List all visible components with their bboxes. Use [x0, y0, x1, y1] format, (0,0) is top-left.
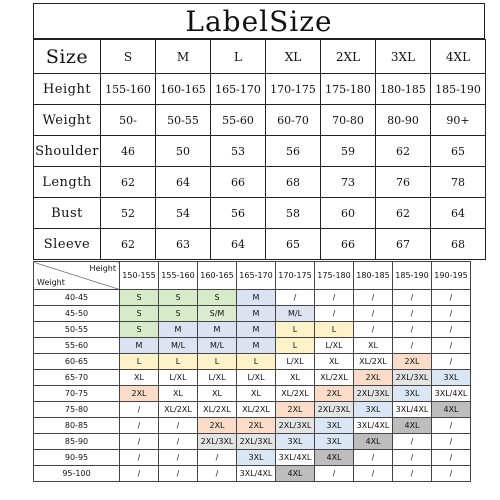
size-value-cell: 80-90 — [376, 105, 431, 136]
weight-label-cell: 80-85 — [34, 418, 120, 434]
size-value-cell: 175-180 — [321, 74, 376, 105]
size-value-cell: 68 — [266, 167, 321, 198]
size-recommendation-cell: / — [120, 418, 159, 434]
size-value-cell: 59 — [321, 136, 376, 167]
size-value-cell: 62 — [376, 136, 431, 167]
weight-row — [34, 322, 471, 338]
corner-cell — [34, 262, 120, 290]
weight-row — [34, 434, 471, 450]
size-value-cell: 64 — [211, 229, 266, 260]
size-value-cell: 56 — [211, 198, 266, 229]
weight-label-cell: 70-75 — [34, 386, 120, 402]
size-recommendation-cell: XL/2XL — [315, 370, 354, 386]
size-recommendation-cell: 4XL — [354, 434, 393, 450]
size-recommendation-cell: 3XL — [315, 418, 354, 434]
height-header-cell: 170-175 — [276, 262, 315, 290]
weight-row — [34, 290, 471, 306]
size-recommendation-cell: 4XL — [432, 402, 471, 418]
size-recommendation-cell: / — [393, 450, 432, 466]
size-recommendation-cell: / — [315, 466, 354, 482]
size-recommendation-cell: / — [432, 322, 471, 338]
size-value-cell: 66 — [321, 229, 376, 260]
size-recommendation-cell: S/M — [198, 306, 237, 322]
size-header-row — [34, 40, 486, 74]
size-recommendation-cell: / — [354, 322, 393, 338]
size-recommendation-cell: 3XL — [354, 402, 393, 418]
size-recommendation-cell: M/L — [276, 306, 315, 322]
height-header-cell: 180-185 — [354, 262, 393, 290]
height-header-cell: 185-190 — [393, 262, 432, 290]
size-recommendation-cell: XL/2XL — [354, 354, 393, 370]
size-recommendation-cell: L — [198, 354, 237, 370]
size-value-cell: 52 — [101, 198, 156, 229]
size-recommendation-cell: 2XL — [198, 418, 237, 434]
size-recommendation-cell: 4XL — [315, 450, 354, 466]
size-recommendation-cell: / — [393, 290, 432, 306]
size-recommendation-cell: 2XL/3XL — [237, 434, 276, 450]
size-recommendation-cell: 2XL/3XL — [276, 418, 315, 434]
size-recommendation-cell: M — [159, 322, 198, 338]
size-recommendation-cell: M/L — [198, 338, 237, 354]
size-recommendation-cell: 2XL — [354, 370, 393, 386]
size-recommendation-cell: / — [432, 306, 471, 322]
size-recommendation-cell: XL — [315, 354, 354, 370]
size-row-label: Weight — [34, 105, 101, 136]
size-header-label: Size — [34, 40, 101, 74]
height-header-cell: 155-160 — [159, 262, 198, 290]
size-recommendation-cell: / — [315, 290, 354, 306]
size-value-cell: 60 — [321, 198, 376, 229]
size-row-label: Sleeve — [34, 229, 101, 260]
size-recommendation-cell: XL/2XL — [159, 402, 198, 418]
size-recommendation-cell: M — [237, 290, 276, 306]
weight-label-cell: 55-60 — [34, 338, 120, 354]
corner-height-label: Height — [89, 264, 116, 273]
size-header-cell: S — [101, 40, 156, 74]
size-recommendation-cell: XL — [159, 386, 198, 402]
weight-label-cell: 75-80 — [34, 402, 120, 418]
size-recommendation-cell: M — [198, 322, 237, 338]
size-recommendation-cell: M/L — [159, 338, 198, 354]
size-recommendation-cell: 2XL — [393, 354, 432, 370]
weight-header-row — [34, 262, 471, 290]
size-recommendation-cell: M — [237, 306, 276, 322]
size-recommendation-cell: 3XL/4XL — [354, 418, 393, 434]
page-title: LabelSize — [33, 3, 485, 39]
size-recommendation-cell: / — [354, 450, 393, 466]
size-value-cell: 50-55 — [156, 105, 211, 136]
size-value-cell: 64 — [156, 167, 211, 198]
size-recommendation-cell: S — [120, 290, 159, 306]
weight-label-cell: 60-65 — [34, 354, 120, 370]
size-value-cell: 56 — [266, 136, 321, 167]
size-recommendation-cell: / — [276, 290, 315, 306]
size-recommendation-cell: XL/2XL — [276, 386, 315, 402]
size-recommendation-cell: 3XL/4XL — [432, 386, 471, 402]
size-recommendation-cell: L — [120, 354, 159, 370]
size-recommendation-cell: S — [159, 306, 198, 322]
size-value-cell: 55-60 — [211, 105, 266, 136]
size-recommendation-cell: S — [159, 290, 198, 306]
size-value-cell: 62 — [101, 167, 156, 198]
size-recommendation-cell: / — [120, 466, 159, 482]
size-recommendation-cell: XL — [120, 370, 159, 386]
size-recommendation-cell: L/XL — [159, 370, 198, 386]
size-value-cell: 76 — [376, 167, 431, 198]
size-recommendation-cell: 3XL — [393, 386, 432, 402]
size-recommendation-cell: XL/2XL — [198, 402, 237, 418]
size-recommendation-cell: M — [120, 338, 159, 354]
size-recommendation-cell: XL — [237, 386, 276, 402]
weight-row — [34, 418, 471, 434]
size-row-label: Length — [34, 167, 101, 198]
size-recommendation-cell: L/XL — [198, 370, 237, 386]
size-recommendation-cell: L/XL — [237, 370, 276, 386]
weight-row — [34, 386, 471, 402]
size-value-cell: 160-165 — [156, 74, 211, 105]
size-recommendation-cell: 3XL/4XL — [393, 402, 432, 418]
size-recommendation-cell: / — [159, 418, 198, 434]
size-recommendation-cell: M — [237, 322, 276, 338]
size-recommendation-cell: / — [393, 466, 432, 482]
size-recommendation-cell: L — [276, 338, 315, 354]
size-value-cell: 62 — [101, 229, 156, 260]
weight-row — [34, 466, 471, 482]
size-recommendation-cell: / — [432, 434, 471, 450]
size-recommendation-cell: / — [315, 306, 354, 322]
size-value-cell: 46 — [101, 136, 156, 167]
size-recommendation-cell: 2XL/3XL — [315, 402, 354, 418]
size-recommendation-cell: / — [159, 466, 198, 482]
weight-row — [34, 354, 471, 370]
weight-row — [34, 450, 471, 466]
size-value-cell: 65 — [431, 136, 486, 167]
size-recommendation-cell: 2XL/3XL — [393, 370, 432, 386]
height-header-cell: 175-180 — [315, 262, 354, 290]
size-value-cell: 67 — [376, 229, 431, 260]
size-header-cell: L — [211, 40, 266, 74]
size-row-label: Bust — [34, 198, 101, 229]
size-recommendation-cell: 2XL/3XL — [198, 434, 237, 450]
size-chart-table — [33, 39, 486, 260]
height-header-cell: 160-165 — [198, 262, 237, 290]
corner-weight-label: Weight — [37, 278, 65, 287]
size-recommendation-cell: L/XL — [315, 338, 354, 354]
size-recommendation-cell: / — [198, 450, 237, 466]
size-recommendation-cell: / — [120, 402, 159, 418]
size-value-cell: 50- — [101, 105, 156, 136]
size-recommendation-cell: / — [432, 354, 471, 370]
size-value-cell: 54 — [156, 198, 211, 229]
size-value-cell: 180-185 — [376, 74, 431, 105]
size-recommendation-cell: / — [159, 434, 198, 450]
height-header-cell: 150-155 — [120, 262, 159, 290]
size-value-cell: 53 — [211, 136, 266, 167]
size-value-cell: 165-170 — [211, 74, 266, 105]
weight-row — [34, 306, 471, 322]
size-row — [34, 167, 486, 198]
size-value-cell: 63 — [156, 229, 211, 260]
size-recommendation-cell: S — [120, 322, 159, 338]
size-recommendation-cell: / — [393, 322, 432, 338]
size-recommendation-cell: XL/2XL — [237, 402, 276, 418]
size-recommendation-cell: L — [237, 354, 276, 370]
size-recommendation-cell: 4XL — [276, 466, 315, 482]
size-recommendation-cell: XL — [198, 386, 237, 402]
size-value-cell: 78 — [431, 167, 486, 198]
size-row — [34, 105, 486, 136]
size-recommendation-cell: L — [276, 322, 315, 338]
weight-label-cell: 45-50 — [34, 306, 120, 322]
weight-row — [34, 370, 471, 386]
size-value-cell: 185-190 — [431, 74, 486, 105]
size-value-cell: 170-175 — [266, 74, 321, 105]
size-recommendation-cell: / — [432, 450, 471, 466]
size-recommendation-cell: / — [432, 418, 471, 434]
size-recommendation-cell: / — [393, 306, 432, 322]
size-row-label: Shoulder — [34, 136, 101, 167]
size-recommendation-cell: S — [120, 306, 159, 322]
size-recommendation-cell: 2XL — [276, 402, 315, 418]
size-value-cell: 62 — [376, 198, 431, 229]
size-value-cell: 60-70 — [266, 105, 321, 136]
size-recommendation-cell: 3XL/4XL — [276, 450, 315, 466]
size-recommendation-cell: / — [159, 450, 198, 466]
size-recommendation-cell: 4XL — [393, 418, 432, 434]
size-recommendation-cell: / — [198, 466, 237, 482]
weight-height-table — [33, 261, 471, 482]
size-recommendation-cell: L — [315, 322, 354, 338]
size-recommendation-cell: / — [432, 338, 471, 354]
weight-row — [34, 402, 471, 418]
size-recommendation-cell: / — [432, 290, 471, 306]
size-header-cell: M — [156, 40, 211, 74]
size-value-cell: 65 — [266, 229, 321, 260]
size-value-cell: 58 — [266, 198, 321, 229]
size-header-cell: 4XL — [431, 40, 486, 74]
size-value-cell: 68 — [431, 229, 486, 260]
size-recommendation-cell: 3XL — [237, 450, 276, 466]
size-recommendation-cell: L/XL — [276, 354, 315, 370]
size-recommendation-cell: / — [432, 466, 471, 482]
size-header-cell: XL — [266, 40, 321, 74]
height-header-cell: 165-170 — [237, 262, 276, 290]
size-recommendation-cell: 3XL — [315, 434, 354, 450]
size-value-cell: 70-80 — [321, 105, 376, 136]
size-recommendation-cell: / — [120, 450, 159, 466]
size-value-cell: 90+ — [431, 105, 486, 136]
size-value-cell: 66 — [211, 167, 266, 198]
size-recommendation-cell: / — [393, 434, 432, 450]
weight-label-cell: 90-95 — [34, 450, 120, 466]
size-recommendation-cell: / — [120, 434, 159, 450]
size-recommendation-cell: 2XL/3XL — [354, 386, 393, 402]
height-header-cell: 190-195 — [432, 262, 471, 290]
size-recommendation-cell: 3XL — [276, 434, 315, 450]
size-header-cell: 3XL — [376, 40, 431, 74]
size-value-cell: 73 — [321, 167, 376, 198]
size-recommendation-cell: 2XL — [237, 418, 276, 434]
size-recommendation-cell: M — [237, 338, 276, 354]
size-row — [34, 136, 486, 167]
size-recommendation-cell: 3XL/4XL — [237, 466, 276, 482]
size-header-cell: 2XL — [321, 40, 376, 74]
size-recommendation-cell: / — [354, 466, 393, 482]
size-recommendation-cell: XL — [354, 338, 393, 354]
weight-label-cell: 85-90 — [34, 434, 120, 450]
size-value-cell: 50 — [156, 136, 211, 167]
size-recommendation-cell: 2XL — [120, 386, 159, 402]
size-recommendation-cell: / — [354, 306, 393, 322]
size-recommendation-cell: L — [159, 354, 198, 370]
weight-label-cell: 50-55 — [34, 322, 120, 338]
size-recommendation-cell: / — [354, 290, 393, 306]
weight-label-cell: 95-100 — [34, 466, 120, 482]
size-recommendation-cell: / — [393, 338, 432, 354]
weight-label-cell: 65-70 — [34, 370, 120, 386]
weight-label-cell: 40-45 — [34, 290, 120, 306]
size-row — [34, 229, 486, 260]
size-recommendation-cell: 3XL — [432, 370, 471, 386]
size-row-label: Height — [34, 74, 101, 105]
size-value-cell: 155-160 — [101, 74, 156, 105]
size-recommendation-cell: 2XL — [315, 386, 354, 402]
weight-row — [34, 338, 471, 354]
size-value-cell: 64 — [431, 198, 486, 229]
size-recommendation-cell: S — [198, 290, 237, 306]
size-row — [34, 198, 486, 229]
size-row — [34, 74, 486, 105]
size-recommendation-cell: XL — [276, 370, 315, 386]
